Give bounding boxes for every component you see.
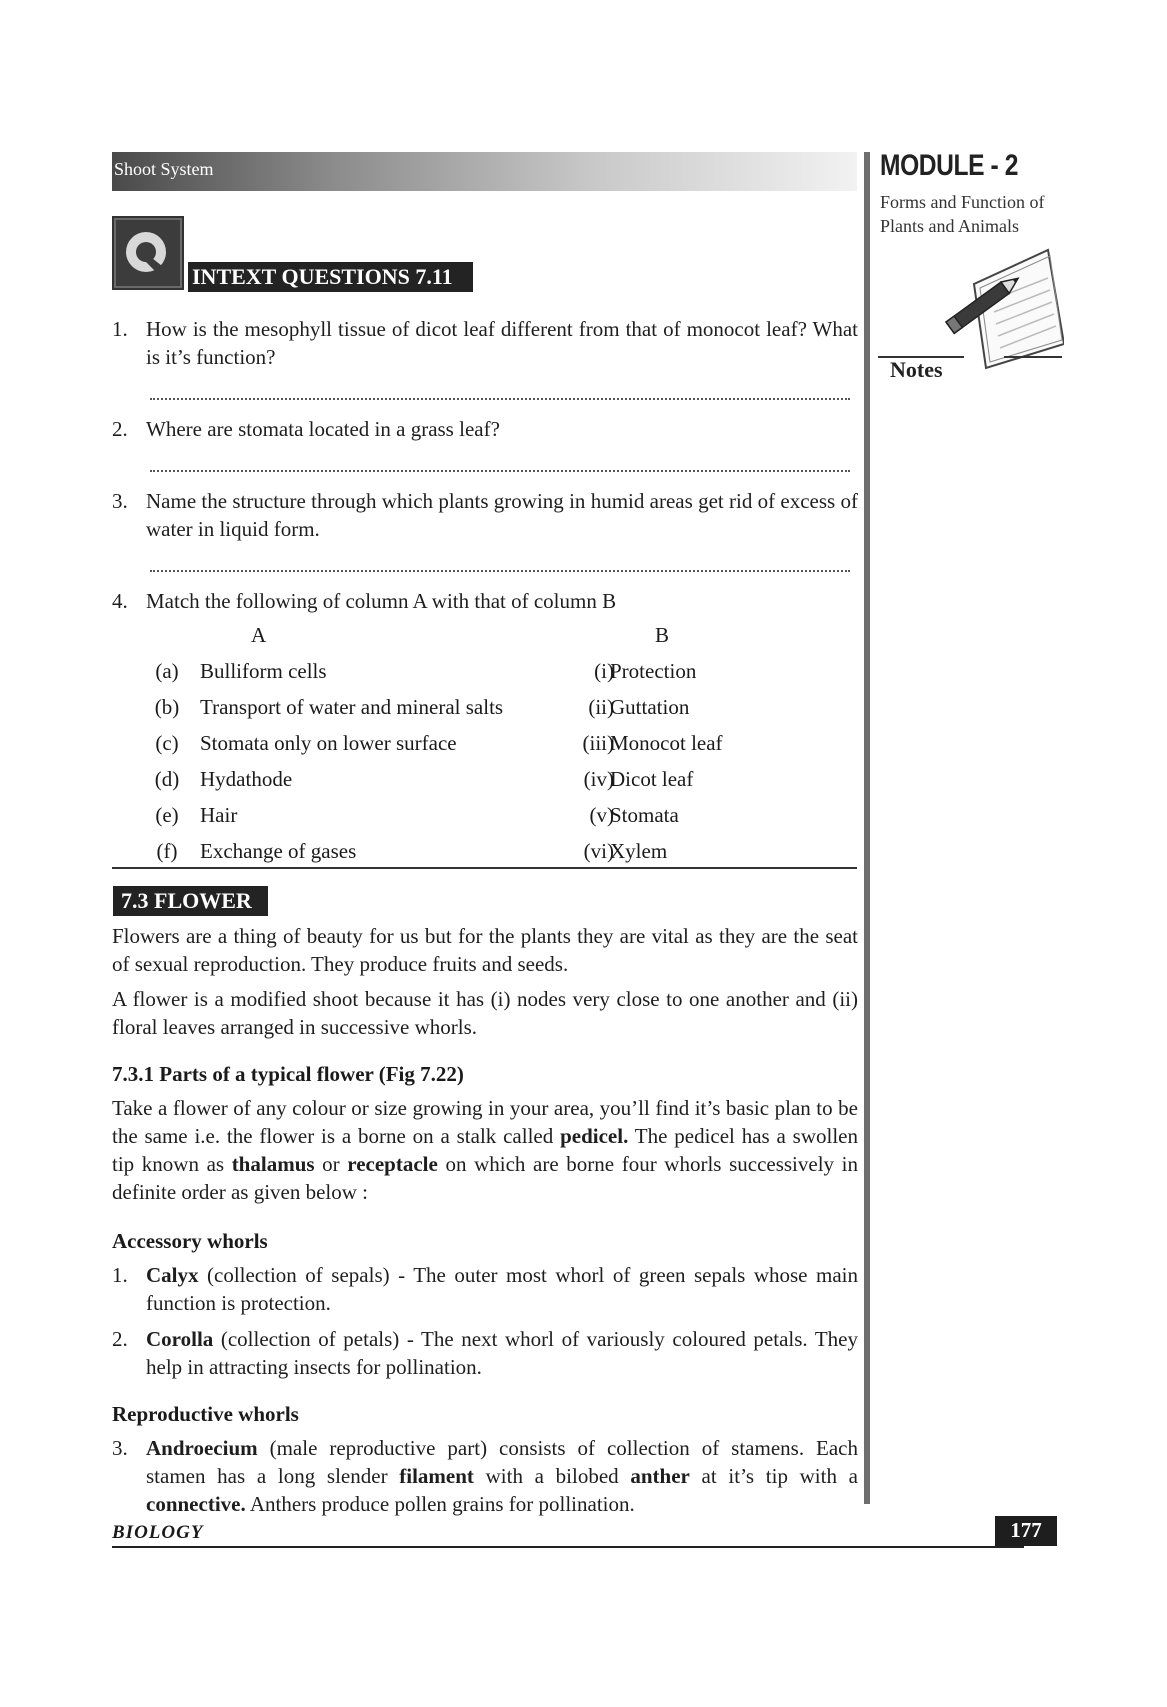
- column-a-item: Bulliform cells: [200, 659, 327, 683]
- question-1: [112, 315, 858, 371]
- column-b-item: Xylem: [610, 839, 668, 863]
- reproductive-whorls-heading: Reproductive whorls: [112, 1402, 299, 1426]
- term-pedicel: pedicel.: [560, 1124, 629, 1148]
- roman-numeral: (ii): [588, 695, 614, 719]
- section-heading-flower: 7.3 FLOWER: [113, 886, 268, 916]
- roman-numeral: (v): [589, 803, 614, 827]
- sidebar-divider: [864, 152, 870, 1504]
- notes-label: Notes: [890, 357, 943, 382]
- notes-rule-right: [1004, 356, 1062, 358]
- row-label: (d): [154, 767, 180, 791]
- page-number: 177: [995, 1516, 1057, 1546]
- column-a-item: Transport of water and mineral salts: [200, 695, 504, 719]
- list-item-corolla: [112, 1325, 858, 1381]
- row-label: (e): [155, 803, 179, 827]
- list-text: [146, 1434, 858, 1518]
- flower-paragraph-2: A flower is a modified shoot because it has (i) nodes very close to one another and (ii) floral leaves arranged in successive whorls.: [112, 987, 858, 1039]
- footer-rule: [112, 1546, 1024, 1548]
- column-a-item: Hydathode: [200, 767, 293, 791]
- question-number: 2.: [112, 417, 128, 441]
- question-number: 3.: [112, 489, 128, 513]
- column-a-header: A: [251, 623, 267, 647]
- column-b-item: Guttation: [610, 695, 690, 719]
- running-title: Shoot System: [114, 159, 214, 179]
- question-text: Where are stomata located in a grass leaf?: [146, 417, 500, 441]
- row-label: (c): [155, 731, 179, 755]
- question-2: [112, 415, 858, 443]
- term-calyx: Calyx: [146, 1263, 199, 1287]
- module-subtitle-line1: Forms and Function of: [880, 192, 1045, 212]
- question-3: [112, 487, 858, 543]
- text-run: Take a flower of any colour or size growing in your area, you’ll find it’s basic plan to be the same i.e. the flower is a borne on a stalk called: [112, 1096, 858, 1148]
- column-b-item: Monocot leaf: [610, 731, 723, 755]
- roman-numeral: (iv): [583, 767, 614, 791]
- row-label: (b): [154, 695, 180, 719]
- roman-numeral: (iii): [582, 731, 614, 755]
- answer-line: [150, 570, 850, 572]
- footer-subject: BIOLOGY: [112, 1522, 204, 1543]
- row-label: (f): [156, 839, 178, 863]
- question-number: 1.: [112, 317, 128, 341]
- question-number: 4.: [112, 589, 128, 613]
- section-divider: [112, 867, 857, 869]
- column-b-item: Stomata: [610, 803, 679, 827]
- roman-numeral: (vi): [583, 839, 614, 863]
- text-run: at it’s tip with a: [689, 1464, 858, 1488]
- row-label: (a): [155, 659, 179, 683]
- notes-pencil-icon: [944, 244, 1064, 370]
- column-b-item: Protection: [610, 659, 697, 683]
- match-row: [150, 764, 750, 794]
- module-subtitle: [880, 190, 1060, 238]
- text-run: Anthers produce pollen grains for pollination.: [245, 1492, 635, 1516]
- match-row: [150, 836, 750, 866]
- column-b-item: Dicot leaf: [610, 767, 694, 791]
- column-a-item: Hair: [200, 803, 238, 827]
- term-anther: anther: [630, 1464, 690, 1488]
- text-run: (collection of sepals) - The outer most whorl of green sepals whose main function is protection.: [146, 1263, 858, 1315]
- module-subtitle-line2: Plants and Animals: [880, 216, 1019, 236]
- list-text: [146, 1261, 858, 1317]
- subsection-heading: 7.3.1 Parts of a typical flower (Fig 7.22): [112, 1062, 464, 1086]
- text-run: (male reproductive part) consists of collection of stamens. Each stamen has a long slender: [146, 1436, 858, 1488]
- list-item-androecium: [112, 1434, 858, 1518]
- intext-question-icon: [112, 216, 184, 290]
- column-a-item: Exchange of gases: [200, 839, 357, 863]
- match-row: [150, 800, 750, 830]
- term-filament: filament: [399, 1464, 474, 1488]
- list-item-calyx: [112, 1261, 858, 1317]
- text-run: (collection of petals) - The next whorl of variously coloured petals. They help in attracting insects for pollination.: [146, 1327, 858, 1379]
- match-row: [150, 692, 750, 722]
- list-number: 1.: [112, 1263, 128, 1287]
- list-number: 2.: [112, 1327, 128, 1351]
- column-a-item: Stomata only on lower surface: [200, 731, 457, 755]
- answer-line: [150, 470, 850, 472]
- intext-questions-heading: INTEXT QUESTIONS 7.11: [188, 262, 473, 292]
- running-header: [112, 152, 857, 191]
- term-receptacle: receptacle: [347, 1152, 438, 1176]
- text-run: on which are borne four whorls successively in definite order as given below :: [112, 1152, 859, 1204]
- match-row: [150, 728, 750, 758]
- answer-line: [150, 398, 850, 400]
- module-title: MODULE - 2: [880, 149, 1019, 182]
- list-number: 3.: [112, 1436, 128, 1460]
- question-text: How is the mesophyll tissue of dicot leaf different from that of monocot leaf? What is it’s function?: [146, 317, 858, 369]
- text-run: or: [314, 1152, 348, 1176]
- flower-paragraph-1: Flowers are a thing of beauty for us but for the plants they are vital as they are the seat of sexual reproduction. They produce fruits and seeds.: [112, 924, 858, 976]
- term-androecium: Androecium: [146, 1436, 258, 1460]
- text-run: with a bilobed: [473, 1464, 631, 1488]
- term-connective: connective.: [146, 1492, 246, 1516]
- question-text: Match the following of column A with that of column B: [146, 589, 617, 613]
- flower-paragraph-3: [112, 1094, 858, 1206]
- accessory-whorls-heading: Accessory whorls: [112, 1229, 268, 1253]
- roman-numeral: (i): [594, 659, 614, 683]
- match-row: [150, 656, 750, 686]
- list-text: [146, 1325, 858, 1381]
- term-thalamus: thalamus: [231, 1152, 315, 1176]
- question-4: [112, 587, 858, 615]
- term-corolla: Corolla: [146, 1327, 214, 1351]
- column-b-header: B: [655, 623, 670, 647]
- text-run: The pedicel has a swollen tip known as: [112, 1124, 858, 1176]
- question-text: Name the structure through which plants growing in humid areas get rid of excess of water in liquid form.: [146, 489, 858, 541]
